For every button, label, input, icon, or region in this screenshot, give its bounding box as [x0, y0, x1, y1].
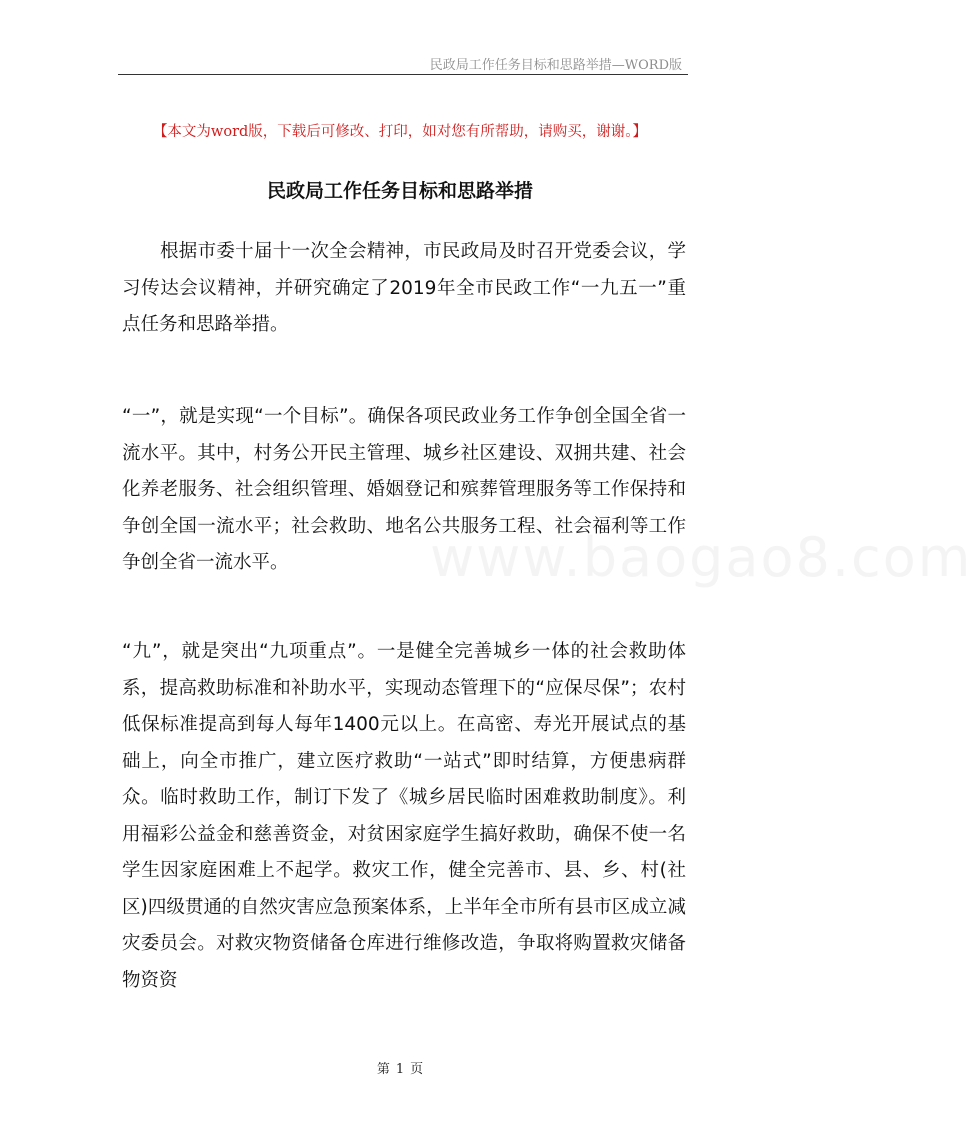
- header-divider: [118, 74, 688, 75]
- paragraph-nine-priorities: “九”，就是突出“九项重点”。一是健全完善城乡一体的社会救助体系，提高救助标准和补助水平，实现动态管理下的“应保尽保”；农村低保标准提高到每人每年1400元以上。在高密、寿光开展试点的基础上，向全市推广，建立医疗救助“一站式”即时结算，方便患病群众。临时救助工作，制订下发了《城乡居民临时困难救助制度》。利用福彩公益金和慈善资金，对贫困家庭学生搞好救助，确保不使一名学生因家庭困难上不起学。救灾工作，健全完善市、县、乡、村(社区)四级贯通的自然灾害应急预案体系，上半年全市所有县市区成立减灾委员会。对救灾物资储备仓库进行维修改造，争取将购置救灾储备物资资: [122, 641, 686, 991]
- page-label-suffix: 页: [410, 1062, 424, 1077]
- running-header: 民政局工作任务目标和思路举措—WORD版: [429, 58, 682, 73]
- watermark-text: www.baogao8.com: [430, 526, 972, 589]
- paragraph-one-goal: “一”，就是实现“一个目标”。确保各项民政业务工作争创全国全省一流水平。其中，村务公开民主管理、城乡社区建设、双拥共建、社会化养老服务、社会组织管理、婚姻登记和殡葬管理服务等工作保持和争创全国一流水平；社会救助、地名公共服务工程、社会福利等工作争创全省一流水平。: [122, 406, 686, 573]
- document-title: 民政局工作任务目标和思路举措: [266, 180, 533, 202]
- page-number: 1: [395, 1062, 405, 1077]
- paragraph-intro: 根据市委十届十一次全会精神，市民政局及时召开党委会议，学习传达会议精神，并研究确定了2019年全市民政工作“一九五一”重点任务和思路举措。: [122, 241, 686, 335]
- purchase-notice: 【本文为word版，下载后可修改、打印，如对您有所帮助，请购买，谢谢。】: [152, 124, 648, 140]
- page-footer: [0, 1058, 800, 1077]
- page-label-prefix: 第: [376, 1062, 390, 1077]
